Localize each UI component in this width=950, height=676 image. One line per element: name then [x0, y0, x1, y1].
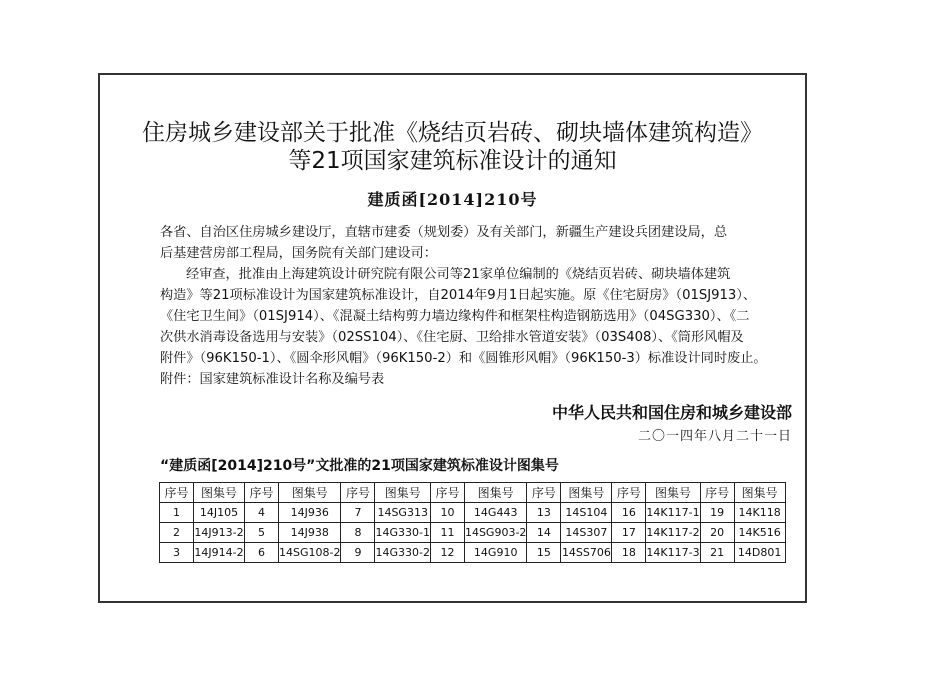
atlas-no-cell: 14G443: [464, 503, 526, 523]
seq-cell: 18: [612, 543, 646, 563]
seq-cell: 7: [341, 503, 375, 523]
seq-cell: 5: [245, 523, 279, 543]
atlas-no-cell: 14SG313: [375, 503, 430, 523]
seq-cell: 17: [612, 523, 646, 543]
atlas-no-cell: 14S104: [561, 503, 612, 523]
seq-cell: 6: [245, 543, 279, 563]
seq-cell: 1: [160, 503, 194, 523]
body-line-4: 构造》等21项标准设计为国家建筑标准设计，自2014年9月1日起实施。原《住宅厨房》（01SJ913）、: [160, 288, 757, 303]
body-line-6: 次供水消毒设备选用与安装》（02SS104）、《住宅厨、卫给排水管道安装》（03S408）、《筒形风帽及: [160, 330, 744, 345]
seq-cell: 2: [160, 523, 194, 543]
seq-cell: 15: [527, 543, 561, 563]
header-atlas-no: 图集号: [279, 483, 341, 503]
atlas-no-cell: 14K117-3: [646, 543, 700, 563]
seq-cell: 12: [430, 543, 464, 563]
atlas-no-cell: 14K117-2: [646, 523, 700, 543]
header-seq: 序号: [341, 483, 375, 503]
header-seq: 序号: [430, 483, 464, 503]
signature-date: 二〇一四年八月二十一日: [637, 429, 792, 444]
header-seq: 序号: [700, 483, 734, 503]
header-seq: 序号: [245, 483, 279, 503]
body-line-2: 后基建营房部工程局，国务院有关部门建设司：: [160, 246, 437, 261]
seq-cell: 19: [700, 503, 734, 523]
atlas-no-cell: 14K118: [734, 503, 785, 523]
notice-body: [160, 222, 800, 390]
seq-cell: 20: [700, 523, 734, 543]
atlas-no-cell: 14S307: [561, 523, 612, 543]
atlas-no-cell: 14J105: [194, 503, 245, 523]
document-number: 建质函[2014]210号: [367, 190, 538, 209]
header-atlas-no: 图集号: [194, 483, 245, 503]
attachment-line: 附件：国家建筑标准设计名称及编号表: [160, 372, 385, 387]
atlas-no-cell: 14G330-2: [375, 543, 430, 563]
signature-org: 中华人民共和国住房和城乡建设部: [551, 403, 792, 422]
seq-cell: 8: [341, 523, 375, 543]
atlas-no-cell: 14K516: [734, 523, 785, 543]
atlas-no-cell: 14J936: [279, 503, 341, 523]
body-line-7: 附件》（96K150-1）、《圆伞形风帽》（96K150-2）和《圆锥形风帽》（96K150-3）标准设计同时废止。: [160, 351, 767, 366]
atlas-no-cell: 14J938: [279, 523, 341, 543]
atlas-no-cell: 14J914-2: [194, 543, 245, 563]
atlas-no-cell: 14K117-1: [646, 503, 700, 523]
table-row: [160, 523, 786, 543]
atlas-no-cell: 14J913-2: [194, 523, 245, 543]
notice-title-line-2: 等21项国家建筑标准设计的通知: [288, 148, 617, 174]
atlas-no-cell: 14D801: [734, 543, 785, 563]
seq-cell: 13: [527, 503, 561, 523]
atlas-no-cell: 14SS706: [561, 543, 612, 563]
seq-cell: 14: [527, 523, 561, 543]
header-atlas-no: 图集号: [646, 483, 700, 503]
table-caption: “建质函[2014]210号”文批准的21项国家建筑标准设计图集号: [160, 458, 559, 474]
table-row: [160, 543, 786, 563]
seq-cell: 3: [160, 543, 194, 563]
atlas-number-table: [159, 482, 786, 563]
header-seq: 序号: [612, 483, 646, 503]
atlas-no-cell: 14SG903-2: [464, 523, 526, 543]
header-seq: 序号: [160, 483, 194, 503]
atlas-no-cell: 14G910: [464, 543, 526, 563]
table-row: [160, 503, 786, 523]
notice-title-line-1: 住房城乡建设部关于批准《烧结页岩砖、砌块墙体建筑构造》: [142, 120, 763, 146]
header-atlas-no: 图集号: [734, 483, 785, 503]
seq-cell: 21: [700, 543, 734, 563]
seq-cell: 16: [612, 503, 646, 523]
atlas-no-cell: 14SG108-2: [279, 543, 341, 563]
body-line-5: 《住宅卫生间》（01SJ914）、《混凝土结构剪力墙边缘构件和框架柱构造钢筋选用》（04SG330）、《二: [160, 309, 750, 324]
atlas-no-cell: 14G330-1: [375, 523, 430, 543]
seq-cell: 11: [430, 523, 464, 543]
seq-cell: 9: [341, 543, 375, 563]
seq-cell: 10: [430, 503, 464, 523]
seq-cell: 4: [245, 503, 279, 523]
header-atlas-no: 图集号: [464, 483, 526, 503]
header-atlas-no: 图集号: [375, 483, 430, 503]
table-header-row: [160, 483, 786, 503]
header-seq: 序号: [527, 483, 561, 503]
body-line-1: 各省、自治区住房城乡建设厅，直辖市建委（规划委）及有关部门，新疆生产建设兵团建设局，总: [160, 225, 728, 240]
header-atlas-no: 图集号: [561, 483, 612, 503]
body-line-3: 经审查，批准由上海建筑设计研究院有限公司等21家单位编制的《烧结页岩砖、砌块墙体建筑: [186, 267, 731, 282]
